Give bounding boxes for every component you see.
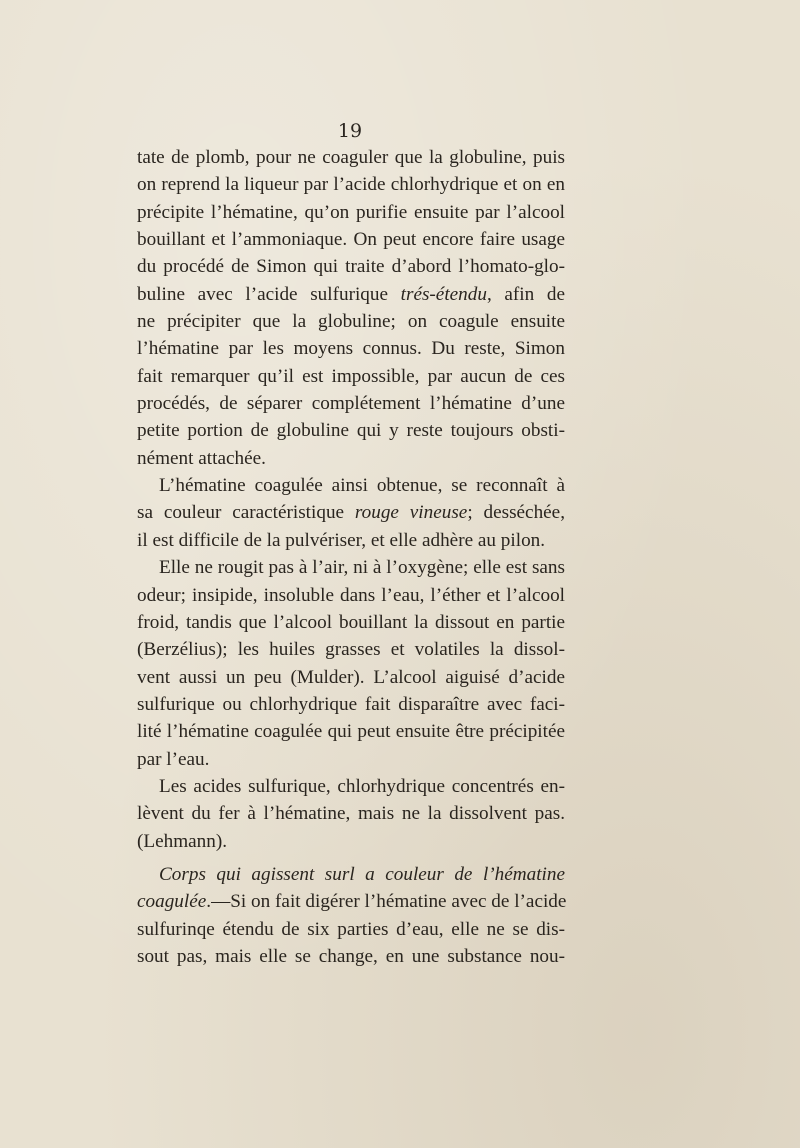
text-line	[137, 888, 565, 915]
text-line	[137, 281, 565, 308]
italic-text-segment: rouge vineuse	[354, 502, 468, 524]
text-line: précipite l’hématine, qu’on purifie ensuite par l’alcool	[137, 201, 565, 223]
text-line: L’hématine coagulée ainsi obtenue, se reconnaît à	[159, 475, 565, 497]
text-line: sulfurinqe étendu de six parties d’eau, elle ne se dis-	[137, 918, 565, 940]
text-line: lèvent du fer à l’hématine, mais ne la dissolvent pas.	[137, 803, 565, 825]
text-line: bouillant et l’ammoniaque. On peut encore faire usage	[137, 229, 565, 251]
text-segment: , afin de	[486, 283, 565, 305]
italic-text-segment: trés-étendu	[400, 283, 487, 305]
text-line: Les acides sulfurique, chlorhydrique concentrés en-	[159, 775, 565, 797]
text-line: (Berzélius); les huiles grasses et volatiles la dissol-	[137, 639, 565, 661]
text-segment: ; desséchée,	[467, 502, 565, 524]
text-segment: .—Si on fait digérer l’hématine avec de l’acide	[206, 891, 567, 913]
text-line	[137, 861, 565, 888]
text-line: ne précipiter que la globuline; on coagule ensuite	[137, 311, 565, 333]
text-line: vent aussi un peu (Mulder). L’alcool aiguisé d’acide	[137, 666, 565, 688]
text-line: du procédé de Simon qui traite d’abord l’homato-glo-	[137, 256, 565, 278]
text-line: sulfurique ou chlorhydrique fait disparaître avec faci-	[137, 693, 565, 715]
text-line: Elle ne rougit pas à l’air, ni à l’oxygène; elle est sans	[159, 557, 565, 579]
text-line: il est difficile de la pulvériser, et elle adhère au pilon.	[137, 529, 546, 551]
text-line: l’hématine par les moyens connus. Du reste, Simon	[137, 338, 565, 360]
text-line: fait remarquer qu’il est impossible, par aucun de ces	[137, 365, 565, 387]
text-line: (Lehmann).	[137, 830, 228, 852]
text-line: lité l’hématine coagulée qui peut ensuite être précipitée	[137, 721, 565, 743]
text-line: odeur; insipide, insoluble dans l’eau, l’éther et l’alcool	[137, 584, 565, 606]
text-line: on reprend la liqueur par l’acide chlorhydrique et on en	[137, 174, 565, 196]
italic-text-segment: Corps qui agissent surl a couleur de l’hématine	[159, 863, 565, 885]
text-line: procédés, de séparer complétement l’hématine d’une	[137, 393, 565, 415]
text-line: froid, tandis que l’alcool bouillant la dissout en partie	[137, 611, 565, 633]
text-line: petite portion de globuline qui y reste toujours obsti-	[137, 420, 565, 442]
text-segment: sa couleur caractéristique	[137, 502, 355, 524]
text-line: sout pas, mais elle se change, en une substance nou-	[137, 945, 565, 967]
text-line: tate de plomb, pour ne coaguler que la globuline, puis	[137, 147, 565, 168]
text-line	[137, 499, 565, 526]
body-text	[137, 144, 565, 970]
text-segment: buline avec l’acide sulfurique	[137, 283, 401, 305]
text-line: nément attachée.	[137, 447, 266, 469]
italic-text-segment: coagulée	[137, 891, 207, 913]
page-number: 19	[337, 120, 363, 142]
text-line: par l’eau.	[137, 748, 210, 770]
